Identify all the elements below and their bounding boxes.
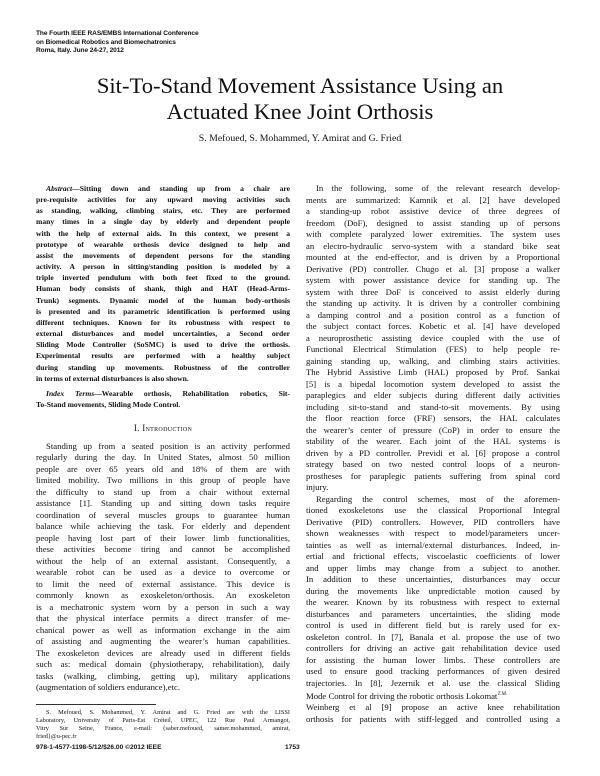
body-line: and upper limbs may change from a subject to another. <box>306 562 560 573</box>
abstract-line-text: —Sitting down and standing up from a chair are <box>72 184 290 193</box>
body-line-text: Mode Control for driving the robotic orthosis Lokomat <box>306 690 498 701</box>
section-title: Introduction <box>142 422 193 433</box>
body-line: system with three DoF is conceived to assist elderly during <box>306 286 560 297</box>
introduction-paragraph <box>36 441 290 694</box>
footnote <box>36 709 290 741</box>
body-line: a standing-up robot assistive device of three degrees of <box>306 206 560 216</box>
body-line: oskeleton control. In [7], Banala et al. propose the use of two <box>306 631 560 642</box>
abstract-label: Abstract <box>46 184 73 193</box>
body-line: orthosis for patients with stiff-legged and controlled using a <box>306 713 560 724</box>
body-line: people are over 65 years old and 18% of them are with <box>36 463 290 474</box>
body-line: shown weaknesses with respect to model/parameters uncer- <box>306 528 560 538</box>
body-line: the floor reaction force (FRF) sensors, the HAL calculates <box>306 413 560 423</box>
body-line: mounted at the end-effector, and is driven by a Proportional <box>306 252 560 262</box>
body-line: coordination of several muscles groups to guarantee human <box>36 509 290 520</box>
section-heading <box>36 423 290 433</box>
body-line: Standing up from a seated position is an activity performed <box>46 440 290 451</box>
conference-line: Roma, Italy. June 24-27, 2012 <box>36 47 124 55</box>
body-line: without the help of an external assistant. Consequently, a <box>36 555 290 566</box>
body-line: tioned exoskeletons use the classical Proportional Integral <box>306 505 560 515</box>
abstract-line: as standing, walking, climbing stairs, etc. They are performed <box>36 206 290 216</box>
abstract-line: assist the movements of dependent persons for the standing <box>36 250 290 260</box>
isbn-copyright: 978-1-4577-1198-5/12/$26.00 ©2012 IEEE <box>36 744 162 751</box>
abstract-line: activity. A person in sitting/standing position is modeled by a <box>36 262 290 272</box>
body-line: regularly during the day. In United States, almost 50 million <box>36 452 290 463</box>
body-line: Derivative (PD) controller. Chugo et al. [3] propose a walker <box>306 263 560 274</box>
paper-title-line-2: Actuated Knee Joint Orthosis <box>166 99 434 124</box>
body-line: Functional Electrical Stimulation (FES) to help people re- <box>306 344 560 354</box>
body-line: ments are summarized: Kamnik et al. [2] have developed <box>306 194 560 205</box>
body-line: tasks (walking, climbing, getting up), military applications <box>36 670 290 681</box>
abstract-line: external disturbances and model uncertainties, a Second order <box>36 329 290 339</box>
page-number: 1753 <box>285 744 300 751</box>
body-line <box>306 689 560 702</box>
body-line: The Hybrid Assistive Limb (HAL) proposed by Prof. Sankai <box>306 367 560 377</box>
abstract-line: in terms of external disturbances is also shown. <box>36 373 189 383</box>
body-line: such as: medical domain (physiotherapy, rehabilitation), daily <box>36 659 290 670</box>
body-line: paraplegics and elder subjects during different daily activities <box>306 390 560 400</box>
body-line: including sit-to-stand and stand-to-sit movements. By using <box>306 401 560 412</box>
body-line: to limit the need of external assistance. This device is <box>36 578 290 589</box>
body-line: prostheses for paraplegic patients suffering from spinal cord <box>306 470 560 481</box>
body-line: that the physical interface permits a direct transfer of me- <box>36 613 290 624</box>
conference-header <box>36 30 336 56</box>
body-line: stability of the wearer. Each joint of the HAL systems is <box>306 436 560 446</box>
body-line: Derivative (PID) controllers. However, PID controllers have <box>306 516 560 527</box>
body-line: freedom (DoF), designed to assist standing up of persons <box>306 217 560 228</box>
body-line: gaining standing up, walking, and climbing stairs activities. <box>306 355 560 366</box>
abstract-line: different techniques. Known for its robustness with respect to <box>36 317 290 327</box>
body-line: Weinberg et al [9] propose an active knee rehabilitation <box>306 702 560 713</box>
body-line: In addition to these uncertainties, disturbances may occur <box>306 574 560 584</box>
body-line: chanical power as well as information exchange in the aim <box>36 624 290 635</box>
body-line: the standing up activity. It is driven by a controller combining <box>306 298 560 308</box>
footnote-line: Vitry Sur Seine, France, e-mail: {saber.mefoued, samer.mohammed, amirat, <box>36 724 290 732</box>
body-line: for assisting the human lower limbs. These controllers are <box>306 654 560 665</box>
body-line: an electro-hydraulic servo-system with a standard bike seat <box>306 240 560 251</box>
author-list: S. Mefoued, S. Mohammed, Y. Amirat and G. Fried <box>198 133 402 144</box>
body-line: assistance [1]. Standing up and sitting down tasks require <box>36 498 290 509</box>
abstract-line <box>36 183 290 194</box>
paper-title-line-1: Sit-To-Stand Movement Assistance Using an <box>96 73 504 98</box>
body-line: control is used in different field but is rarely used for ex- <box>306 620 560 630</box>
body-line: system with power assistance device for standing up. The <box>306 275 560 285</box>
body-line: controllers for driving an active gait rehabilitation device used <box>306 643 560 653</box>
abstract-line: prototype of wearable orthosis device designed to help and <box>36 239 290 249</box>
abstract-line: pre-requisite activities for any upward moving activities such <box>36 195 290 205</box>
body-line: used to ensure good tracking performances of given desired <box>306 666 560 676</box>
body-line: ertial and frictional effects, viscoelastic coefficients of lower <box>306 551 560 561</box>
body-line: tainties as well as internal/external disturbances. Indeed, in- <box>306 539 560 550</box>
conference-line: The Fourth IEEE RAS/EMBS International Conference <box>36 30 199 37</box>
left-column <box>36 183 290 741</box>
body-line: In the following, some of the relevant research develop- <box>316 183 560 193</box>
body-line: limited mobility. Two millions in this group of people have <box>36 475 290 486</box>
body-line: driven by a PD controller. Previdi et al. [6] propose a control <box>306 447 560 458</box>
footnote-divider <box>36 704 156 705</box>
body-line: the subject contact forces. Kobetic et al. [4] have developed <box>306 321 560 331</box>
body-line: strategy based on two nested control loops of a neuron- <box>306 459 560 469</box>
body-line: disturbances and parameters uncertainties, the sliding mode <box>306 608 560 619</box>
abstract-line: Sliding Mode Controller (SoSMC) is used to drive the orthosis. <box>36 340 290 350</box>
body-line: the difficulty to stand up from a chair without external <box>36 486 290 497</box>
index-terms-line <box>36 388 290 399</box>
footnote-line: Laboratory, University of Paris-Est Créteil, UPEC, 122 Rue Paul Armangot, <box>36 716 290 724</box>
footnote-line: S. Mefoued, S. Mohammed, Y. Amirat and G. Fried are with the LISSI <box>46 708 290 716</box>
abstract-line: Experimental results are performed with a healthy subject <box>36 351 290 361</box>
body-line: during the movements like unpredictable motion caused by <box>306 585 560 596</box>
body-line: the wearer’s center of pressure (CoP) in order to ensure the <box>306 424 560 435</box>
abstract-line: triple inverted pendulum with both feet fixed to the ground. <box>36 273 290 283</box>
abstract-line: Human body consists of shank, thigh and HAT (Head-Arms- <box>36 284 290 294</box>
conference-line: on Biomedical Robotics and Biomechatronics <box>36 38 176 46</box>
body-line: injury. <box>306 482 329 492</box>
body-line: these activities become tiring and cannot be accomplished <box>36 544 290 555</box>
body-line: a neuroprosthetic assisting device coupled with the use of <box>306 332 560 343</box>
body-line: Regarding the control schemes, most of the aforemen- <box>316 493 560 504</box>
index-terms-line: To-Stand movements, Sliding Mode Control. <box>36 399 181 409</box>
body-line: people having lost part of their lower limb functionalities, <box>36 532 290 543</box>
trademark-superscript: T.M. <box>497 691 508 697</box>
section-number: I. <box>133 422 140 433</box>
body-line: commonly known as exoskeleton/orthosis. An exoskeleton <box>36 590 290 601</box>
footnote-line: fried}@u-pec.fr <box>36 732 77 740</box>
abstract <box>36 183 290 384</box>
abstract-line: with the help of external aids. In this context, we present a <box>36 228 290 238</box>
body-line: wearable robot can be used as a device to overcome or <box>36 567 290 578</box>
index-terms-label: Index Terms <box>46 388 95 398</box>
abstract-line: many times in a single day by elderly and dependent people <box>36 217 290 227</box>
index-terms <box>36 388 290 410</box>
body-line: (augmentation of soldiers endurance),etc. <box>36 682 181 693</box>
abstract-line: during standing up movements. Robustness of the controller <box>36 362 290 372</box>
body-line: a damping control and a position control as a function of <box>306 309 560 320</box>
body-line: is a mechatronic system worn by a person in such a way <box>36 601 290 612</box>
index-terms-line-text: —Wearable orthosis, Rehabilitation robotics, Sit- <box>94 388 290 398</box>
body-line: trajectories. In [8], Jezernik et al. use the classical Sliding <box>306 677 560 688</box>
body-line: with complete paralyzed lower extremities. The system uses <box>306 229 560 239</box>
body-line: of assisting and augmenting the wearer’s human capabilities. <box>36 636 290 647</box>
abstract-line: Trunk) segments. Dynamic model of the human body-orthosis <box>36 295 290 305</box>
right-column <box>306 183 560 725</box>
abstract-line: is presented and its parametric identification is performed using <box>36 306 290 316</box>
body-line: the wearer. Known by its robustness with respect to external <box>306 597 560 607</box>
body-line: balance while achieving the task. For elderly and dependent <box>36 521 290 532</box>
body-line: The exoskeleton devices are already used in different fields <box>36 647 290 658</box>
body-line: [5] is a bipedal locomotion system developed to assist the <box>306 378 560 389</box>
